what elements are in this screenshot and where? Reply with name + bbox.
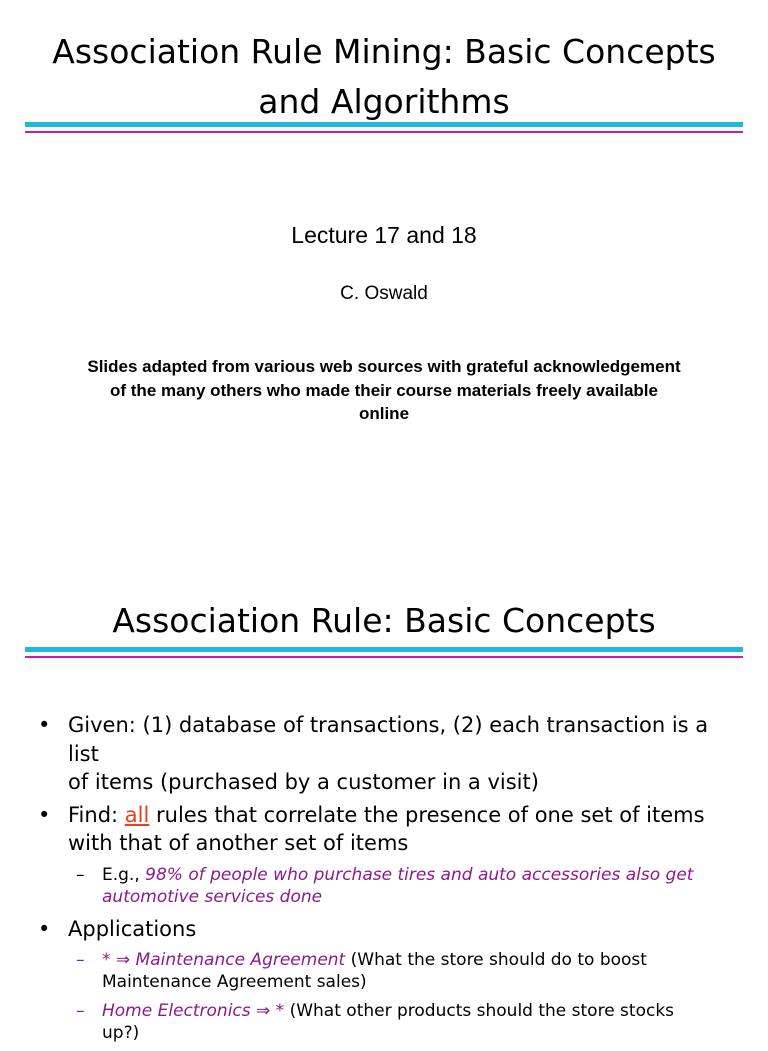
applications-label: Applications xyxy=(68,916,197,941)
example-text-line-2: automotive services done xyxy=(102,886,323,907)
find-emphasis: all xyxy=(124,802,150,827)
given-line-2: of items (purchased by a customer in a visit) xyxy=(68,770,539,794)
example-text-line-1: 98% of people who purchase tires and auto accessories also get xyxy=(145,864,694,885)
rule-description-line-1: (What other products should the store stocks xyxy=(284,1001,675,1021)
bullet-find xyxy=(38,801,728,858)
rule-description-line-2: up?) xyxy=(102,1023,140,1043)
given-line-1: Given: (1) database of transactions, (2) each transaction is a list xyxy=(68,713,709,766)
acknowledgement xyxy=(32,355,736,426)
rule-lhs: Home Electronics ⇒ * xyxy=(102,1001,285,1021)
find-line-2: with that of another set of items xyxy=(68,831,409,855)
author-name: C. Oswald xyxy=(340,283,428,304)
bullet-icon: • xyxy=(38,916,51,941)
find-prefix: Find: xyxy=(68,802,125,827)
rule-description-line-2: Maintenance Agreement sales) xyxy=(102,972,367,992)
concepts-slide xyxy=(0,512,768,1043)
title-rule-magenta xyxy=(25,131,743,133)
title-rule-magenta xyxy=(25,656,743,658)
example-prefix: E.g., xyxy=(102,864,146,885)
dash-icon: – xyxy=(76,864,85,885)
rule-description-line-1: (What the store should do to boost xyxy=(345,950,647,970)
title-line-2: and Algorithms xyxy=(258,82,510,121)
lecture-number: Lecture 17 and 18 xyxy=(291,222,477,248)
slide-title: Association Rule: Basic Concepts xyxy=(112,601,656,640)
dash-icon: – xyxy=(76,1001,85,1021)
bullet-icon: • xyxy=(38,713,51,737)
bullet-given xyxy=(38,711,728,797)
sub-bullet-application-1 xyxy=(38,949,728,993)
title-rule-cyan xyxy=(25,122,743,127)
ack-line-1: Slides adapted from various web sources with grateful acknowledgement xyxy=(87,357,681,376)
sub-bullet-application-2 xyxy=(38,1000,728,1044)
dash-icon: – xyxy=(76,950,85,970)
title-line-1: Association Rule Mining: Basic Concepts xyxy=(52,32,716,71)
title-rule-cyan xyxy=(25,647,743,652)
ack-line-3: online xyxy=(358,404,410,423)
bullet-icon: • xyxy=(38,802,51,827)
rule-lhs: * ⇒ Maintenance Agreement xyxy=(102,950,346,970)
slide-title xyxy=(0,27,768,127)
ack-line-2: of the many others who made their course materials freely available xyxy=(110,380,658,400)
bullet-list xyxy=(38,711,728,1051)
find-suffix: rules that correlate the presence of one set of items xyxy=(149,802,705,827)
sub-bullet-example xyxy=(38,864,728,908)
title-slide xyxy=(0,0,768,512)
bullet-applications xyxy=(38,915,728,944)
